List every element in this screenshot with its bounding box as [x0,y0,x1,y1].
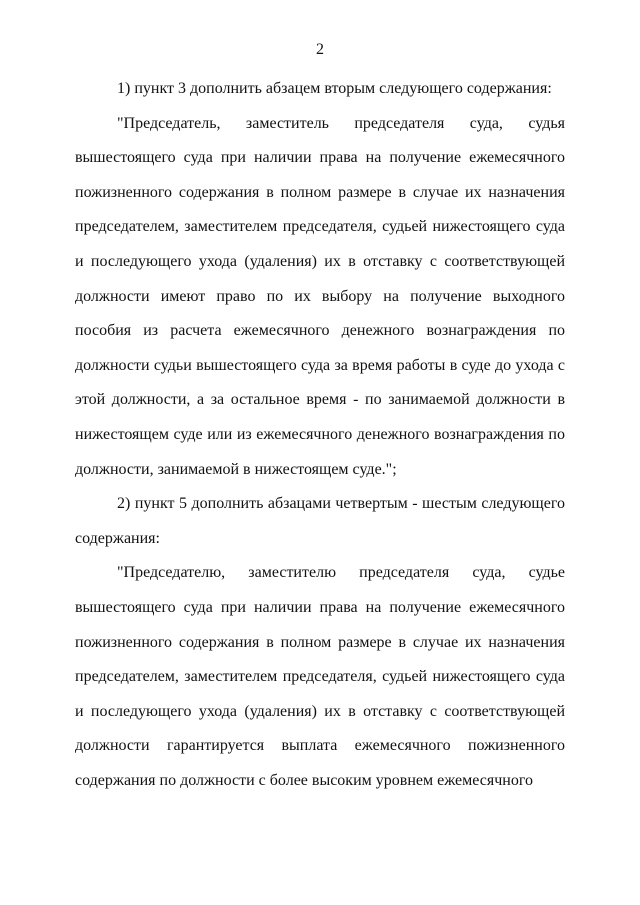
page-number: 2 [316,41,324,58]
document-body [75,72,565,798]
paragraph-quoted-chairman-pension: "Председателю, заместителю председателя суда, судье вышестоящего суда при наличии права на получение ежемесячного пожизненного содержания в полном размере в случае их назначения председателем, заместителем председателя, судьей нижестоящего суда и последующего ухода (удаления) их в отставку с соответствующей должности гарантируется выплата ежемесячного пожизненного содержания по должности с более высоким уровнем ежемесячного [75,564,565,789]
paragraph-quoted-chairman-severance: "Председатель, заместитель председателя суда, судья вышестоящего суда при наличии права на получение ежемесячного пожизненного содержания в полном размере в случае их назначения председателем, заместителем председателя, судьей нижестоящего суда и последующего ухода (удаления) их в отставку с соответствующей должности имеют право по их выбору на получение выходного пособия из расчета ежемесячного денежного вознаграждения по должности судьи вышестоящего суда за время работы в суде до ухода с этой должности, а за остальное время - по занимаемой должности в нижестоящем суде или из ежемесячного денежного вознаграждения по должности, занимаемой в нижестоящем суде."; [75,114,565,478]
paragraph-item-1-intro: 1) пункт 3 дополнить абзацем вторым следующего содержания: [117,80,552,97]
paragraph-item-2-intro: 2) пункт 5 дополнить абзацами четвертым - шестым следующего содержания: [75,495,565,547]
